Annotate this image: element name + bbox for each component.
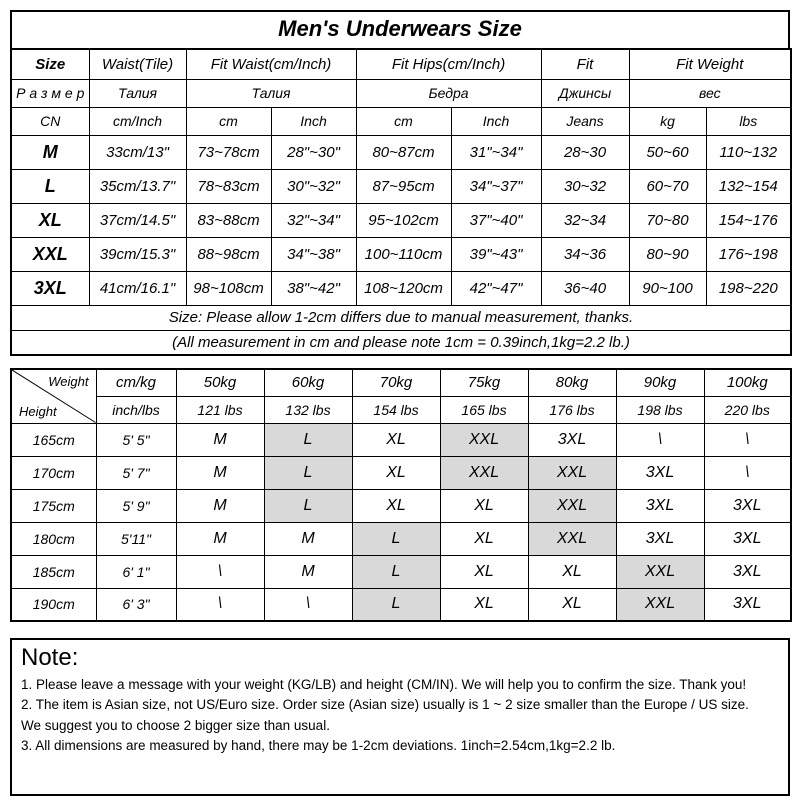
recommended-size: 3XL: [528, 423, 616, 456]
recommended-size: L: [264, 456, 352, 489]
size-value: 37"~40": [451, 203, 541, 237]
size-value: 35cm/13.7": [89, 169, 186, 203]
note-section: [10, 638, 790, 796]
col-header-russian: вес: [629, 79, 791, 107]
size-value: 83~88cm: [186, 203, 271, 237]
weight-header-lbs: 165 lbs: [440, 396, 528, 423]
size-value: 110~132: [706, 135, 791, 169]
recommended-size: L: [352, 588, 440, 621]
note-heading: Note:: [21, 644, 79, 671]
col-header: Waist(Tile): [89, 49, 186, 79]
weight-header-kg: 75kg: [440, 369, 528, 396]
col-header-russian: Джинсы: [541, 79, 629, 107]
size-value: 34"~37": [451, 169, 541, 203]
matrix-row: [11, 588, 791, 621]
size-value: 39"~43": [451, 237, 541, 271]
recommended-size: XXL: [528, 489, 616, 522]
col-header-russian: Р а з м е р: [11, 79, 89, 107]
page-title: Men's Underwears Size: [10, 10, 790, 50]
size-value: 32~34: [541, 203, 629, 237]
col-unit: cm/Inch: [89, 107, 186, 135]
recommended-size: XL: [352, 456, 440, 489]
measurement-note-row: [11, 305, 791, 330]
height-cm: 170cm: [11, 456, 96, 489]
note-line: 1. Please leave a message with your weight (KG/LB) and height (CM/IN). We will help you to confirm the size. Thank you!: [21, 677, 747, 692]
size-value: 70~80: [629, 203, 706, 237]
recommended-size: 3XL: [616, 456, 704, 489]
recommended-size: XL: [528, 588, 616, 621]
size-value: 37cm/14.5": [89, 203, 186, 237]
size-row: [11, 237, 791, 271]
recommended-size: M: [176, 489, 264, 522]
matrix-row: [11, 555, 791, 588]
col-header: Fit: [541, 49, 629, 79]
recommended-size: XL: [440, 555, 528, 588]
matrix-row: [11, 456, 791, 489]
unit-header-imperial: inch/lbs: [96, 396, 176, 423]
recommended-size: M: [176, 456, 264, 489]
size-row: [11, 169, 791, 203]
corner-cell: [11, 369, 96, 423]
col-unit: Inch: [271, 107, 356, 135]
size-value: 28~30: [541, 135, 629, 169]
height-inch: 5' 5": [96, 423, 176, 456]
recommended-size: XXL: [616, 555, 704, 588]
recommended-size: \: [264, 588, 352, 621]
size-value: 42"~47": [451, 271, 541, 305]
matrix-row: [11, 489, 791, 522]
recommended-size: \: [616, 423, 704, 456]
height-weight-table: [10, 368, 792, 622]
col-header: Fit Waist(cm/Inch): [186, 49, 356, 79]
measurement-note: Size: Please allow 1-2cm differs due to manual measurement, thanks.: [11, 305, 791, 330]
col-unit: Inch: [451, 107, 541, 135]
size-value: 39cm/15.3": [89, 237, 186, 271]
size-value: 41cm/16.1": [89, 271, 186, 305]
height-cm: 175cm: [11, 489, 96, 522]
recommended-size: XL: [528, 555, 616, 588]
weight-header-kg: 80kg: [528, 369, 616, 396]
size-row: [11, 203, 791, 237]
weight-header-lbs: 176 lbs: [528, 396, 616, 423]
weight-header-lbs: 121 lbs: [176, 396, 264, 423]
col-unit: Jeans: [541, 107, 629, 135]
col-unit: CN: [11, 107, 89, 135]
size-value: 132~154: [706, 169, 791, 203]
recommended-size: XL: [440, 489, 528, 522]
weight-header-kg: 100kg: [704, 369, 791, 396]
unit-header-metric: cm/kg: [96, 369, 176, 396]
recommended-size: XL: [352, 423, 440, 456]
corner-height-label: Height: [19, 403, 57, 419]
weight-header-lbs: 154 lbs: [352, 396, 440, 423]
recommended-size: 3XL: [704, 588, 791, 621]
col-unit: kg: [629, 107, 706, 135]
size-value: 154~176: [706, 203, 791, 237]
size-value: 28"~30": [271, 135, 356, 169]
size-table-unit-row: [11, 107, 791, 135]
col-header: Fit Hips(cm/Inch): [356, 49, 541, 79]
col-unit: lbs: [706, 107, 791, 135]
note-line: We suggest you to choose 2 bigger size than usual.: [21, 717, 330, 733]
recommended-size: 3XL: [616, 522, 704, 555]
size-value: 31"~34": [451, 135, 541, 169]
recommended-size: XXL: [440, 423, 528, 456]
recommended-size: XXL: [616, 588, 704, 621]
recommended-size: XXL: [528, 522, 616, 555]
size-value: 32"~34": [271, 203, 356, 237]
recommended-size: L: [264, 489, 352, 522]
col-header: Fit Weight: [629, 49, 791, 79]
height-inch: 5' 9": [96, 489, 176, 522]
matrix-header-row: [11, 369, 791, 396]
recommended-size: \: [176, 588, 264, 621]
recommended-size: \: [704, 423, 791, 456]
recommended-size: XL: [440, 522, 528, 555]
size-value: 88~98cm: [186, 237, 271, 271]
weight-header-lbs: 198 lbs: [616, 396, 704, 423]
size-value: 176~198: [706, 237, 791, 271]
col-header-russian: Талия: [89, 79, 186, 107]
size-value: 34~36: [541, 237, 629, 271]
recommended-size: M: [176, 423, 264, 456]
size-value: 34"~38": [271, 237, 356, 271]
recommended-size: M: [176, 522, 264, 555]
size-label: XL: [11, 203, 89, 237]
size-value: 80~90: [629, 237, 706, 271]
col-header: Size: [11, 49, 89, 79]
height-cm: 185cm: [11, 555, 96, 588]
size-value: 30~32: [541, 169, 629, 203]
col-header-russian: Талия: [186, 79, 356, 107]
measurement-note: (All measurement in cm and please note 1cm = 0.39inch,1kg=2.2 lb.): [11, 330, 791, 355]
size-value: 50~60: [629, 135, 706, 169]
recommended-size: \: [176, 555, 264, 588]
size-label: XXL: [11, 237, 89, 271]
note-line: 3. All dimensions are measured by hand, there may be 1-2cm deviations. 1inch=2.54cm,1kg=2.2 lb.: [21, 737, 616, 753]
recommended-size: XXL: [528, 456, 616, 489]
size-table-header-row-russian: [11, 79, 791, 107]
height-inch: 6' 3": [96, 588, 176, 621]
recommended-size: 3XL: [704, 522, 791, 555]
height-cm: 190cm: [11, 588, 96, 621]
col-unit: cm: [186, 107, 271, 135]
recommended-size: 3XL: [704, 555, 791, 588]
size-value: 36~40: [541, 271, 629, 305]
recommended-size: L: [352, 555, 440, 588]
size-value: 38"~42": [271, 271, 356, 305]
weight-header-kg: 60kg: [264, 369, 352, 396]
height-inch: 6' 1": [96, 555, 176, 588]
height-inch: 5' 7": [96, 456, 176, 489]
size-value: 30"~32": [271, 169, 356, 203]
col-unit: cm: [356, 107, 451, 135]
recommended-size: 3XL: [616, 489, 704, 522]
corner-weight-label: Weight: [48, 374, 89, 389]
weight-header-lbs: 220 lbs: [704, 396, 791, 423]
recommended-size: XXL: [440, 456, 528, 489]
size-value: 60~70: [629, 169, 706, 203]
size-value: 90~100: [629, 271, 706, 305]
recommended-size: M: [264, 522, 352, 555]
matrix-row: [11, 522, 791, 555]
size-row: [11, 135, 791, 169]
recommended-size: XL: [440, 588, 528, 621]
note-line: 2. The item is Asian size, not US/Euro size. Order size (Asian size) usually is 1 ~ 2 size smaller than the Europe / US size.: [21, 697, 749, 713]
recommended-size: \: [704, 456, 791, 489]
size-value: 95~102cm: [356, 203, 451, 237]
size-value: 73~78cm: [186, 135, 271, 169]
recommended-size: L: [264, 423, 352, 456]
note-lines: [21, 675, 779, 756]
weight-header-kg: 50kg: [176, 369, 264, 396]
size-label: L: [11, 169, 89, 203]
weight-header-kg: 90kg: [616, 369, 704, 396]
size-value: 108~120cm: [356, 271, 451, 305]
col-header-russian: Бедра: [356, 79, 541, 107]
recommended-size: M: [264, 555, 352, 588]
recommended-size: 3XL: [704, 489, 791, 522]
size-value: 100~110cm: [356, 237, 451, 271]
weight-header-lbs: 132 lbs: [264, 396, 352, 423]
size-label: M: [11, 135, 89, 169]
size-value: 78~83cm: [186, 169, 271, 203]
matrix-row: [11, 423, 791, 456]
matrix-header-row-imperial: [11, 396, 791, 423]
size-value: 87~95cm: [356, 169, 451, 203]
size-value: 198~220: [706, 271, 791, 305]
height-inch: 5'11": [96, 522, 176, 555]
size-table: [10, 48, 792, 356]
recommended-size: L: [352, 522, 440, 555]
weight-header-kg: 70kg: [352, 369, 440, 396]
size-table-header-row: [11, 49, 791, 79]
height-cm: 165cm: [11, 423, 96, 456]
recommended-size: XL: [352, 489, 440, 522]
size-value: 33cm/13": [89, 135, 186, 169]
size-row: [11, 271, 791, 305]
size-label: 3XL: [11, 271, 89, 305]
size-value: 98~108cm: [186, 271, 271, 305]
size-value: 80~87cm: [356, 135, 451, 169]
height-cm: 180cm: [11, 522, 96, 555]
measurement-note-row: [11, 330, 791, 355]
